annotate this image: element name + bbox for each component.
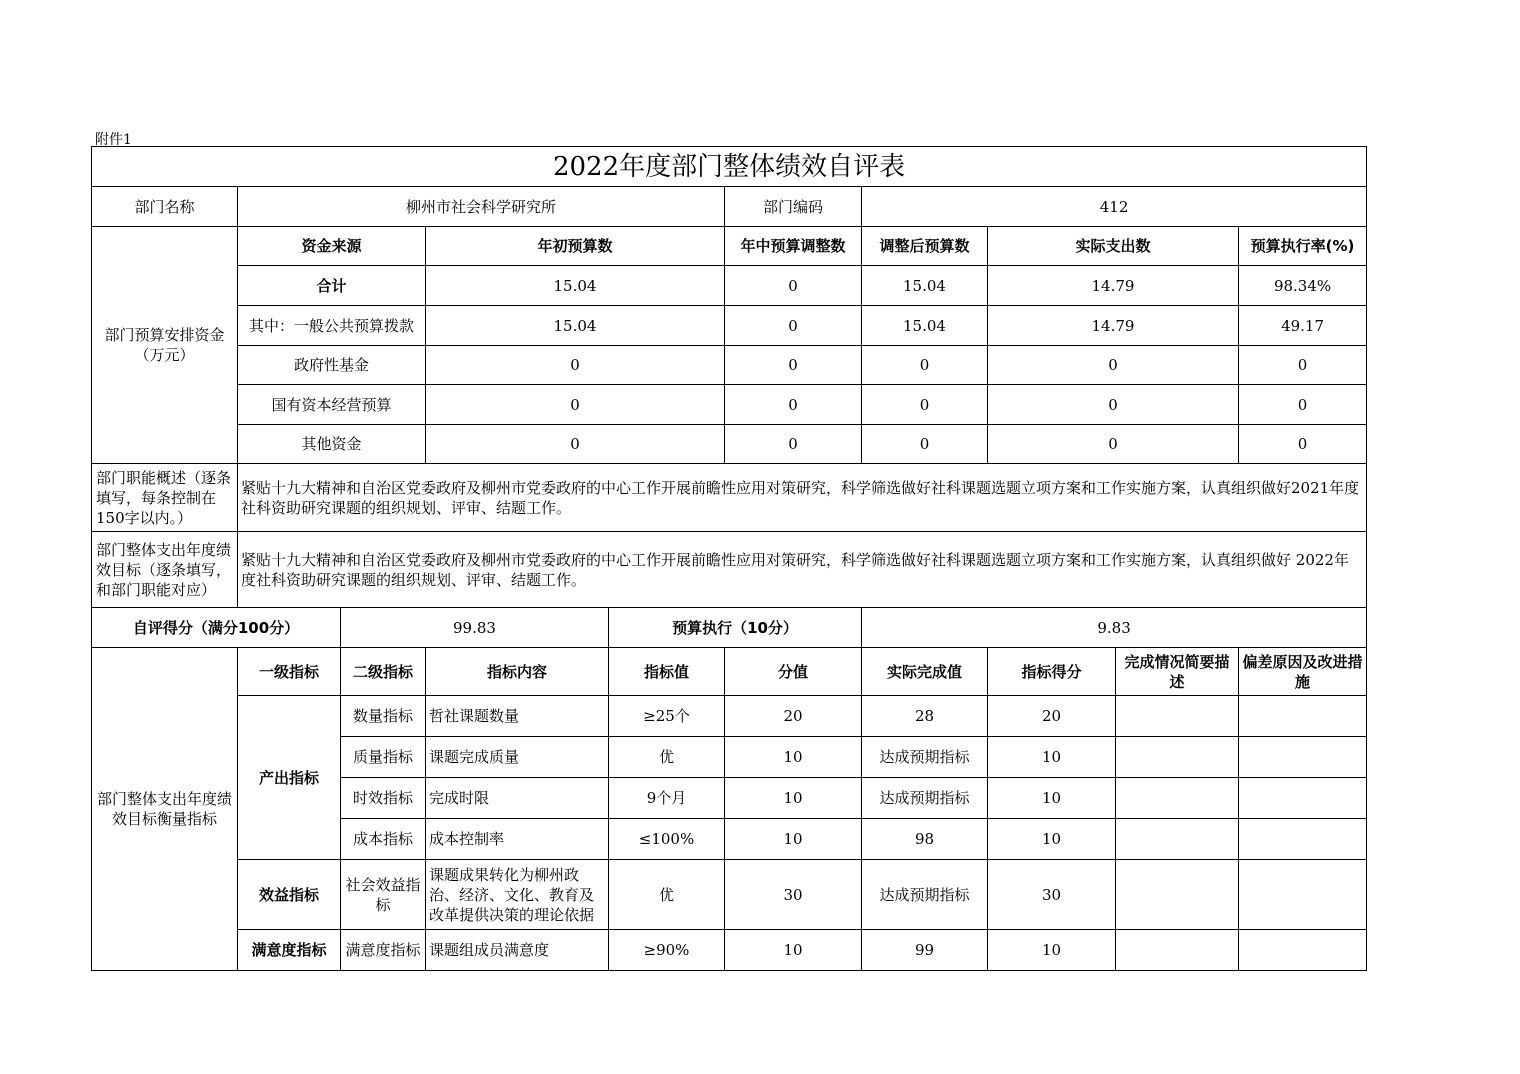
ind-deviation xyxy=(1239,696,1367,737)
ind-points: 10 xyxy=(725,819,862,860)
budget-initial: 0 xyxy=(426,385,725,425)
ind-header-actual: 实际完成值 xyxy=(862,648,988,696)
ind-level2: 社会效益指标 xyxy=(341,860,426,930)
ind-header-content: 指标内容 xyxy=(426,648,609,696)
indicator-row xyxy=(92,860,1367,930)
budget-rate: 0 xyxy=(1239,346,1367,385)
attachment-label: 附件1 xyxy=(95,132,132,148)
ind-content: 课题成果转化为柳州政治、经济、文化、教育及改革提供决策的理论依据 xyxy=(426,860,609,930)
ind-deviation xyxy=(1239,930,1367,971)
indicators-section-label: 部门整体支出年度绩效目标衡量指标 xyxy=(92,648,238,971)
ind-header-level1: 一级指标 xyxy=(238,648,341,696)
budget-actual: 14.79 xyxy=(988,266,1239,306)
ind-target: ≥25个 xyxy=(609,696,725,737)
ind-actual: 达成预期指标 xyxy=(862,860,988,930)
budget-adjust: 0 xyxy=(725,266,862,306)
ind-score: 30 xyxy=(988,860,1116,930)
budget-source: 其中：一般公共预算拨款 xyxy=(238,306,426,346)
budget-initial: 15.04 xyxy=(426,306,725,346)
ind-header-deviation: 偏差原因及改进措施 xyxy=(1239,648,1367,696)
budget-adjusted: 15.04 xyxy=(862,266,988,306)
budget-source: 合计 xyxy=(238,266,426,306)
ind-content: 成本控制率 xyxy=(426,819,609,860)
ind-points: 30 xyxy=(725,860,862,930)
group-benefit: 效益指标 xyxy=(238,860,341,930)
indicator-row xyxy=(92,930,1367,971)
ind-level2: 成本指标 xyxy=(341,819,426,860)
ind-level2: 满意度指标 xyxy=(341,930,426,971)
ind-header-level2: 二级指标 xyxy=(341,648,426,696)
ind-points: 10 xyxy=(725,778,862,819)
budget-row xyxy=(92,266,1367,306)
budget-header-adjust: 年中预算调整数 xyxy=(725,227,862,266)
budget-actual: 0 xyxy=(988,425,1239,464)
ind-description xyxy=(1116,860,1239,930)
budget-header-actual: 实际支出数 xyxy=(988,227,1239,266)
group-satisfaction: 满意度指标 xyxy=(238,930,341,971)
ind-content: 课题组成员满意度 xyxy=(426,930,609,971)
budget-adjust: 0 xyxy=(725,425,862,464)
budget-adjust: 0 xyxy=(725,385,862,425)
ind-score: 10 xyxy=(988,737,1116,778)
budget-row xyxy=(92,306,1367,346)
budget-adjusted: 0 xyxy=(862,346,988,385)
functions-label: 部门职能概述（逐条填写，每条控制在150字以内。） xyxy=(92,464,238,532)
dept-code: 412 xyxy=(862,187,1367,227)
ind-content: 哲社课题数量 xyxy=(426,696,609,737)
budget-adjusted: 0 xyxy=(862,425,988,464)
budget-adjusted: 0 xyxy=(862,385,988,425)
budget-actual: 0 xyxy=(988,346,1239,385)
dept-name: 柳州市社会科学研究所 xyxy=(238,187,725,227)
ind-content: 课题完成质量 xyxy=(426,737,609,778)
goals-label: 部门整体支出年度绩效目标（逐条填写，和部门职能对应） xyxy=(92,532,238,608)
ind-points: 20 xyxy=(725,696,862,737)
budget-header-adjusted: 调整后预算数 xyxy=(862,227,988,266)
ind-points: 10 xyxy=(725,737,862,778)
budget-initial: 0 xyxy=(426,425,725,464)
budget-rate: 98.34% xyxy=(1239,266,1367,306)
ind-description xyxy=(1116,696,1239,737)
budget-source: 其他资金 xyxy=(238,425,426,464)
ind-actual: 99 xyxy=(862,930,988,971)
budget-section-label: 部门预算安排资金（万元） xyxy=(92,227,238,464)
ind-deviation xyxy=(1239,819,1367,860)
budget-source: 国有资本经营预算 xyxy=(238,385,426,425)
ind-deviation xyxy=(1239,860,1367,930)
ind-description xyxy=(1116,778,1239,819)
ind-deviation xyxy=(1239,778,1367,819)
goals-text: 紧贴十九大精神和自治区党委政府及柳州市党委政府的中心工作开展前瞻性应用对策研究，科学筛选做好社科课题选题立项方案和工作实施方案，认真组织做好 2022年度社科资助研究课题的组织规划、评审、结题工作。 xyxy=(238,532,1367,608)
ind-target: ≥90% xyxy=(609,930,725,971)
form-title: 2022年度部门整体绩效自评表 xyxy=(92,147,1367,187)
budget-row xyxy=(92,385,1367,425)
indicator-row xyxy=(92,696,1367,737)
budget-initial: 0 xyxy=(426,346,725,385)
budget-header-source: 资金来源 xyxy=(238,227,426,266)
budget-adjusted: 15.04 xyxy=(862,306,988,346)
budget-actual: 14.79 xyxy=(988,306,1239,346)
budget-source: 政府性基金 xyxy=(238,346,426,385)
ind-header-target: 指标值 xyxy=(609,648,725,696)
budget-rate: 49.17 xyxy=(1239,306,1367,346)
budget-rate: 0 xyxy=(1239,385,1367,425)
ind-description xyxy=(1116,737,1239,778)
budget-rate: 0 xyxy=(1239,425,1367,464)
budget-row xyxy=(92,346,1367,385)
dept-code-label: 部门编码 xyxy=(725,187,862,227)
ind-description xyxy=(1116,930,1239,971)
self-score-label: 自评得分（满分100分） xyxy=(92,608,341,648)
dept-name-label: 部门名称 xyxy=(92,187,238,227)
self-score-value: 99.83 xyxy=(341,608,609,648)
ind-content: 完成时限 xyxy=(426,778,609,819)
budget-exec-label: 预算执行（10分） xyxy=(609,608,862,648)
ind-actual: 达成预期指标 xyxy=(862,778,988,819)
budget-header-rate: 预算执行率(%) xyxy=(1239,227,1367,266)
group-output: 产出指标 xyxy=(238,696,341,860)
ind-points: 10 xyxy=(725,930,862,971)
ind-score: 20 xyxy=(988,696,1116,737)
ind-score: 10 xyxy=(988,819,1116,860)
ind-actual: 98 xyxy=(862,819,988,860)
ind-target: 9个月 xyxy=(609,778,725,819)
ind-target: 优 xyxy=(609,860,725,930)
ind-target: 优 xyxy=(609,737,725,778)
budget-exec-value: 9.83 xyxy=(862,608,1367,648)
ind-actual: 达成预期指标 xyxy=(862,737,988,778)
ind-level2: 质量指标 xyxy=(341,737,426,778)
budget-row xyxy=(92,425,1367,464)
functions-text: 紧贴十九大精神和自治区党委政府及柳州市党委政府的中心工作开展前瞻性应用对策研究，科学筛选做好社科课题选题立项方案和工作实施方案，认真组织做好2021年度社科资助研究课题的组织规划、评审、结题工作。 xyxy=(238,464,1367,532)
ind-score: 10 xyxy=(988,778,1116,819)
ind-deviation xyxy=(1239,737,1367,778)
ind-score: 10 xyxy=(988,930,1116,971)
ind-actual: 28 xyxy=(862,696,988,737)
ind-level2: 时效指标 xyxy=(341,778,426,819)
budget-adjust: 0 xyxy=(725,346,862,385)
budget-header-initial: 年初预算数 xyxy=(426,227,725,266)
budget-adjust: 0 xyxy=(725,306,862,346)
performance-table xyxy=(91,146,1367,971)
ind-header-score: 指标得分 xyxy=(988,648,1116,696)
ind-description xyxy=(1116,819,1239,860)
ind-target: ≤100% xyxy=(609,819,725,860)
budget-initial: 15.04 xyxy=(426,266,725,306)
budget-actual: 0 xyxy=(988,385,1239,425)
ind-header-points: 分值 xyxy=(725,648,862,696)
ind-header-description: 完成情况简要描述 xyxy=(1116,648,1239,696)
ind-level2: 数量指标 xyxy=(341,696,426,737)
